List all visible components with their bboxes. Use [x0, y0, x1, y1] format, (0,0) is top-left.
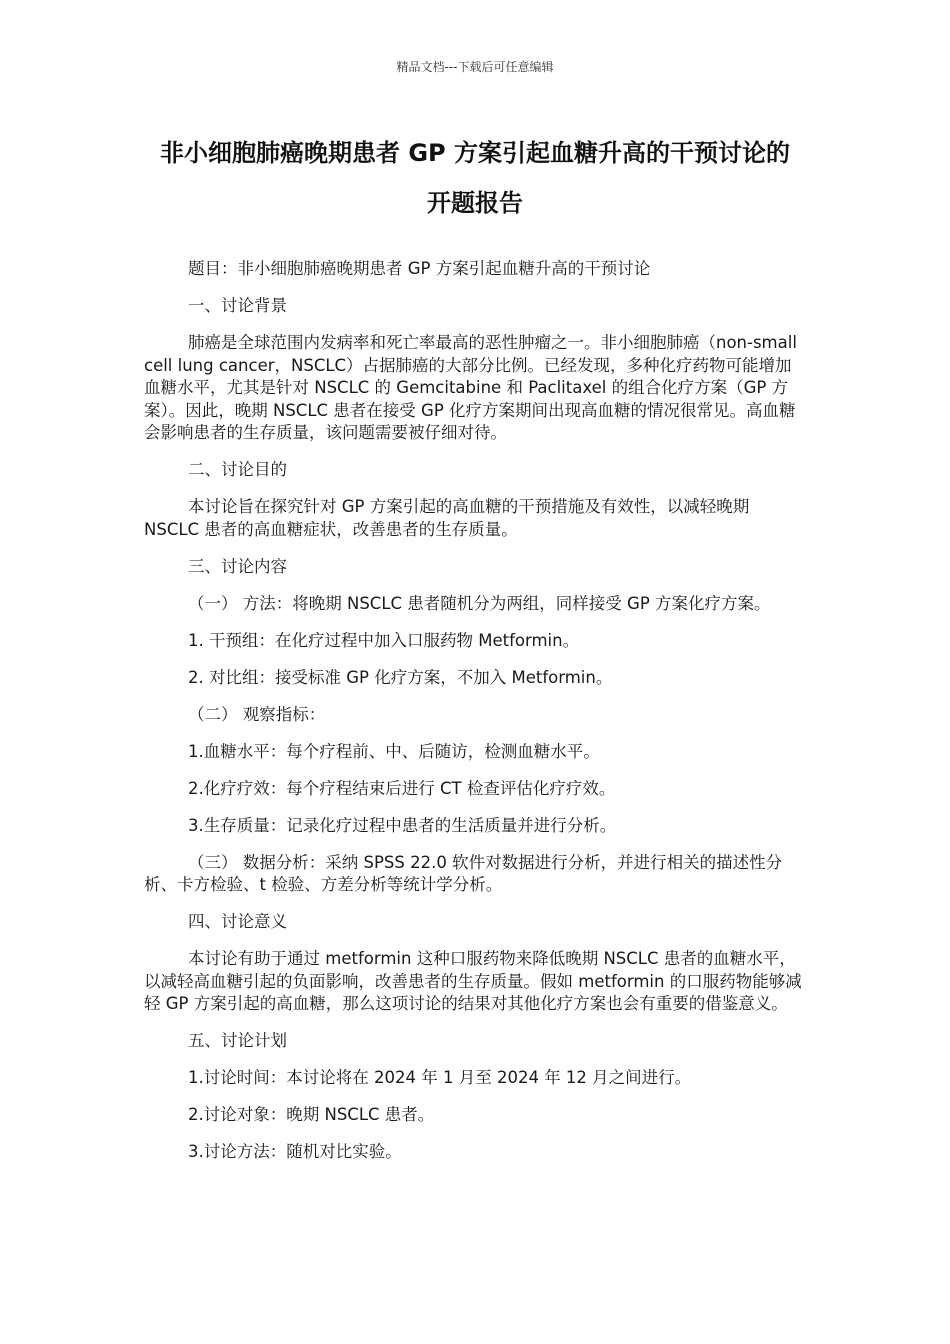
section-heading-significance: 四、讨论意义 [188, 912, 287, 931]
indicator-blood-glucose: 1.血糖水平：每个疗程前、中、后随访，检测血糖水平。 [188, 741, 600, 761]
section-heading-background: 一、讨论背景 [188, 296, 287, 315]
header-note: 精品文档---下载后可任意编辑 [396, 60, 554, 74]
document-body [144, 258, 808, 1178]
data-analysis-paragraph: （三） 数据分析：采纳 SPSS 22.0 软件对数据进行分析，并进行相关的描述性分析、卡方检验、t 检验、方差分析等统计学分析。 [144, 852, 783, 894]
title-line-2: 开题报告 [427, 189, 523, 217]
indicator-quality-of-life: 3.生存质量：记录化疗过程中患者的生活质量并进行分析。 [188, 815, 617, 835]
title-line-1: 非小细胞肺癌晚期患者 GP 方案引起血糖升高的干预讨论的 [160, 139, 790, 167]
method-line: （一） 方法：将晚期 NSCLC 患者随机分为两组，同样接受 GP 方案化疗方案。 [188, 593, 771, 613]
significance-paragraph: 本讨论有助于通过 metformin 这种口服药物来降低晚期 NSCLC 患者的血糖水平，以减轻高血糖引起的负面影响，改善患者的生存质量。假如 metformin 的口服药物能够减轻 GP 方案引起的高血糖，那么这项讨论的结果对其他化疗方案也会有重要的借鉴意义。 [144, 949, 802, 1013]
background-paragraph: 肺癌是全球范围内发病率和死亡率最高的恶性肿瘤之一。非小细胞肺癌（non-small cell lung cancer，NSCLC）占据肺癌的大部分比例。已经发现，多种化疗药物可能增加血糖水平，尤其是针对 NSCLC 的 Gemcitabine 和 Paclitaxel 的组合化疗方案（GP 方案）。因此，晚期 NSCLC 患者在接受 GP 化疗方案期间出现高血糖的情况很常见。高血糖会影响患者的生存质量，该问题需要被仔细对待。 [144, 333, 797, 442]
document-title [140, 128, 810, 228]
topic-line: 题目：非小细胞肺癌晚期患者 GP 方案引起血糖升高的干预讨论 [188, 259, 651, 278]
purpose-paragraph: 本讨论旨在探究针对 GP 方案引起的高血糖的干预措施及有效性，以减轻晚期 NSCLC 患者的高血糖症状，改善患者的生存质量。 [144, 497, 750, 539]
control-group-line: 2. 对比组：接受标准 GP 化疗方案，不加入 Metformin。 [188, 667, 613, 687]
plan-subject-line: 2.讨论对象：晚期 NSCLC 患者。 [188, 1105, 435, 1124]
intervention-group-line: 1. 干预组：在化疗过程中加入口服药物 Metformin。 [188, 630, 580, 650]
plan-method-line: 3.讨论方法：随机对比实验。 [188, 1142, 402, 1161]
indicators-heading: （二） 观察指标： [188, 704, 326, 724]
section-heading-purpose: 二、讨论目的 [188, 460, 287, 479]
section-heading-content: 三、讨论内容 [188, 556, 287, 576]
plan-time-line: 1.讨论时间：本讨论将在 2024 年 1 月至 2024 年 12 月之间进行。 [188, 1068, 692, 1087]
section-heading-plan: 五、讨论计划 [188, 1031, 287, 1050]
indicator-efficacy: 2.化疗疗效：每个疗程结束后进行 CT 检查评估化疗疗效。 [188, 778, 616, 798]
